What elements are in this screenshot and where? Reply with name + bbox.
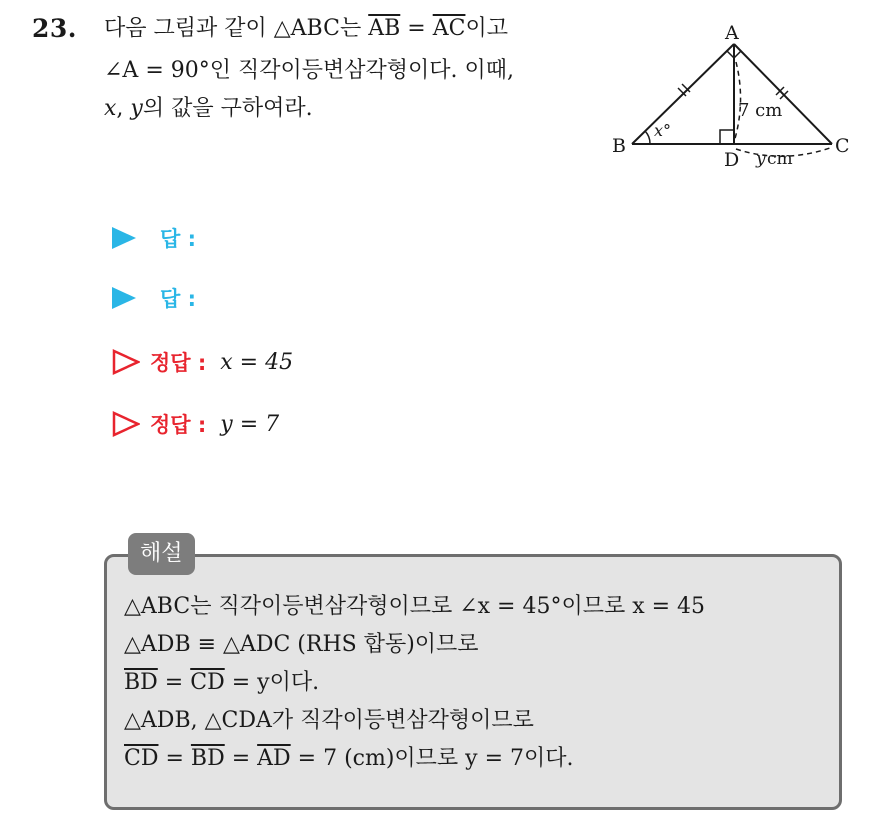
correct-row-1: [112, 342, 293, 382]
angle-arc-b: [645, 131, 650, 144]
comma: ,: [116, 96, 131, 121]
explanation-text: = y이다.: [224, 670, 320, 695]
play-arrow-icon: [112, 227, 136, 249]
question-text: 의 값을 구하여라.: [142, 96, 313, 121]
outline-arrow-icon: [112, 411, 140, 437]
explanation-line-5: [124, 742, 574, 776]
correct-label: 정답 :: [150, 413, 207, 437]
angle-x-label: x°: [654, 121, 672, 140]
segment-cd: $\overline{CD}$: [190, 670, 225, 695]
ad-length-label: 7 cm: [738, 100, 783, 121]
segment-bd: $\overline{BD}$: [124, 670, 158, 695]
explanation-text: = 7 (cm)이므로 y = 7이다.: [290, 746, 574, 771]
correct-row-2: [112, 404, 279, 444]
explanation-line-2: △ADB ≡ △ADC (RHS 합동)이므로: [124, 632, 479, 657]
answer-label: 답 :: [160, 287, 196, 311]
var-y: y: [130, 96, 143, 121]
segment-cd: $\overline{CD}$: [124, 746, 159, 771]
segment-bd: $\overline{BD}$: [190, 746, 225, 771]
vertex-c-label: C: [835, 135, 850, 157]
question-text: 다음 그림과 같이 △ABC는: [104, 16, 362, 41]
question-text-end: 이고: [465, 16, 508, 41]
explanation-tag: 해설: [128, 533, 195, 575]
equals-sign: =: [158, 746, 191, 771]
equals-sign: =: [224, 746, 258, 771]
segment-ab: $\overline{AB}$: [368, 16, 401, 41]
answer-label: 답 :: [160, 227, 196, 251]
vertex-a-label: A: [725, 22, 739, 44]
correct-value: x = 45: [220, 349, 294, 375]
explanation-line-3: [124, 666, 319, 700]
segment-ac: $\overline{AC}$: [432, 16, 466, 41]
question-line-1: [104, 12, 508, 46]
vertex-b-label: B: [612, 135, 626, 157]
segment-ad: $\overline{AD}$: [257, 746, 291, 771]
var-x: x: [104, 96, 117, 121]
side-ac: [734, 44, 832, 144]
correct-value: y = 7: [220, 411, 280, 437]
outline-arrow-icon: [112, 349, 140, 375]
question-line-2: ∠A = 90°인 직각이등변삼각형이다. 이때,: [104, 58, 514, 83]
dc-var-label: y: [756, 149, 766, 169]
answer-row-1: [112, 218, 210, 258]
dc-unit-label: cm: [767, 149, 793, 169]
explanation-line-1: △ABC는 직각이등변삼각형이므로 ∠x = 45°이므로 x = 45: [124, 594, 706, 619]
play-arrow-icon: [112, 287, 136, 309]
question-number: 23.: [32, 14, 77, 43]
right-angle-mark-d: [720, 130, 734, 144]
question-line-3: [104, 92, 313, 126]
vertex-d-label: D: [724, 149, 740, 171]
correct-label: 정답 :: [150, 351, 207, 375]
answer-row-2: [112, 278, 210, 318]
triangle-figure: [612, 22, 852, 172]
explanation-line-4: △ADB, △CDA가 직각이등변삼각형이므로: [124, 708, 534, 733]
equals-sign: =: [400, 16, 433, 41]
equals-sign: =: [157, 670, 191, 695]
